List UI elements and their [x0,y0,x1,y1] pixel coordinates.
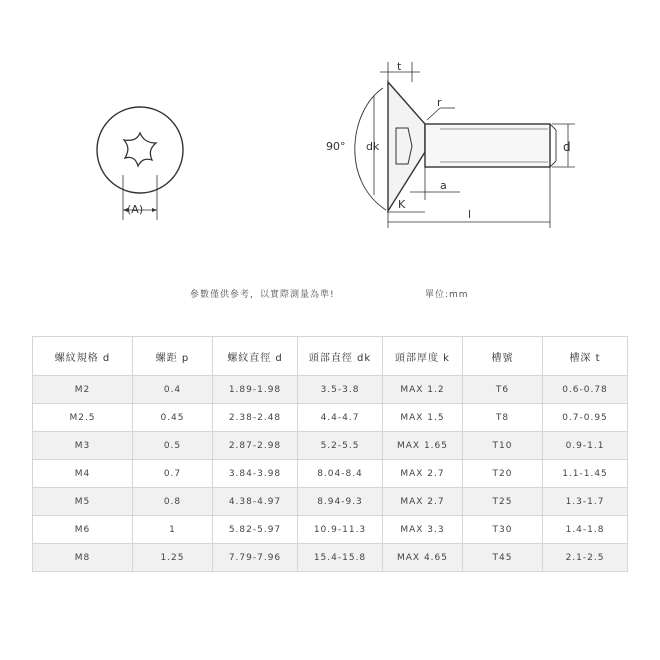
d-label: d [563,140,571,154]
cell-slot-number: T8 [463,404,543,432]
cell-pitch: 1.25 [133,544,213,572]
table-row [33,488,628,516]
cell-thread-diameter: 4.38-4.97 [213,488,298,516]
cell-slot-number: T25 [463,488,543,516]
cell-thread-diameter: 2.38-2.48 [213,404,298,432]
cell-pitch: 0.5 [133,432,213,460]
cell-head-thickness: MAX 1.5 [383,404,463,432]
cell-pitch: 0.4 [133,376,213,404]
table-row [33,404,628,432]
unit-note: 單位:mm [425,290,469,300]
a-label: a [440,179,447,192]
cell-thread-diameter: 3.84-3.98 [213,460,298,488]
header-slot-depth: 槽深 t [543,337,628,376]
cell-thread-spec: M8 [33,544,133,572]
header-head-diameter: 頭部直徑 dk [298,337,383,376]
t-label: t [397,60,402,73]
table-row [33,376,628,404]
table-row [33,516,628,544]
cell-thread-spec: M3 [33,432,133,460]
cell-thread-diameter: 2.87-2.98 [213,432,298,460]
l-label: l [468,208,472,221]
r-label: r [437,96,442,109]
a-dimension-label: (A) [127,203,144,216]
screw-side-view [355,62,575,228]
cell-slot-number: T10 [463,432,543,460]
torx-recess-icon [124,133,156,166]
cell-thread-diameter: 7.79-7.96 [213,544,298,572]
cell-thread-spec: M6 [33,516,133,544]
cell-head-thickness: MAX 1.65 [383,432,463,460]
header-pitch: 螺距 p [133,337,213,376]
header-thread-spec: 螺紋規格 d [33,337,133,376]
cell-slot-number: T30 [463,516,543,544]
cell-head-diameter: 4.4-4.7 [298,404,383,432]
reference-note: 參數僅供參考，以實際測量為準! [190,290,335,300]
cell-slot-number: T20 [463,460,543,488]
cell-slot-number: T45 [463,544,543,572]
cell-slot-depth: 1.1-1.45 [543,460,628,488]
table-row [33,432,628,460]
cell-slot-number: T6 [463,376,543,404]
k-label: K [398,198,406,211]
cell-slot-depth: 0.6-0.78 [543,376,628,404]
cell-head-diameter: 8.94-9.3 [298,488,383,516]
header-thread-diameter: 螺紋直徑 d [213,337,298,376]
cell-head-diameter: 8.04-8.4 [298,460,383,488]
cell-head-thickness: MAX 1.2 [383,376,463,404]
header-slot-number: 槽號 [463,337,543,376]
cell-slot-depth: 0.9-1.1 [543,432,628,460]
cell-head-thickness: MAX 2.7 [383,460,463,488]
cell-pitch: 0.8 [133,488,213,516]
cell-thread-spec: M2 [33,376,133,404]
screw-technical-drawing [0,0,660,270]
header-head-thickness: 頭部厚度 k [383,337,463,376]
cell-head-thickness: MAX 2.7 [383,488,463,516]
cell-head-thickness: MAX 4.65 [383,544,463,572]
cell-slot-depth: 1.4-1.8 [543,516,628,544]
cell-thread-diameter: 1.89-1.98 [213,376,298,404]
spec-table [32,336,628,572]
cell-thread-spec: M2.5 [33,404,133,432]
cell-slot-depth: 0.7-0.95 [543,404,628,432]
cell-head-diameter: 3.5-3.8 [298,376,383,404]
cell-head-thickness: MAX 3.3 [383,516,463,544]
cell-thread-diameter: 5.82-5.97 [213,516,298,544]
table-row [33,460,628,488]
cell-pitch: 1 [133,516,213,544]
cell-thread-spec: M4 [33,460,133,488]
cell-slot-depth: 2.1-2.5 [543,544,628,572]
table-header-row [33,337,628,376]
cell-head-diameter: 5.2-5.5 [298,432,383,460]
dk-label: dk [366,140,380,153]
angle-label: 90° [326,140,346,153]
cell-head-diameter: 15.4-15.8 [298,544,383,572]
cell-head-diameter: 10.9-11.3 [298,516,383,544]
table-row [33,544,628,572]
cell-thread-spec: M5 [33,488,133,516]
cell-slot-depth: 1.3-1.7 [543,488,628,516]
cell-pitch: 0.45 [133,404,213,432]
cell-pitch: 0.7 [133,460,213,488]
